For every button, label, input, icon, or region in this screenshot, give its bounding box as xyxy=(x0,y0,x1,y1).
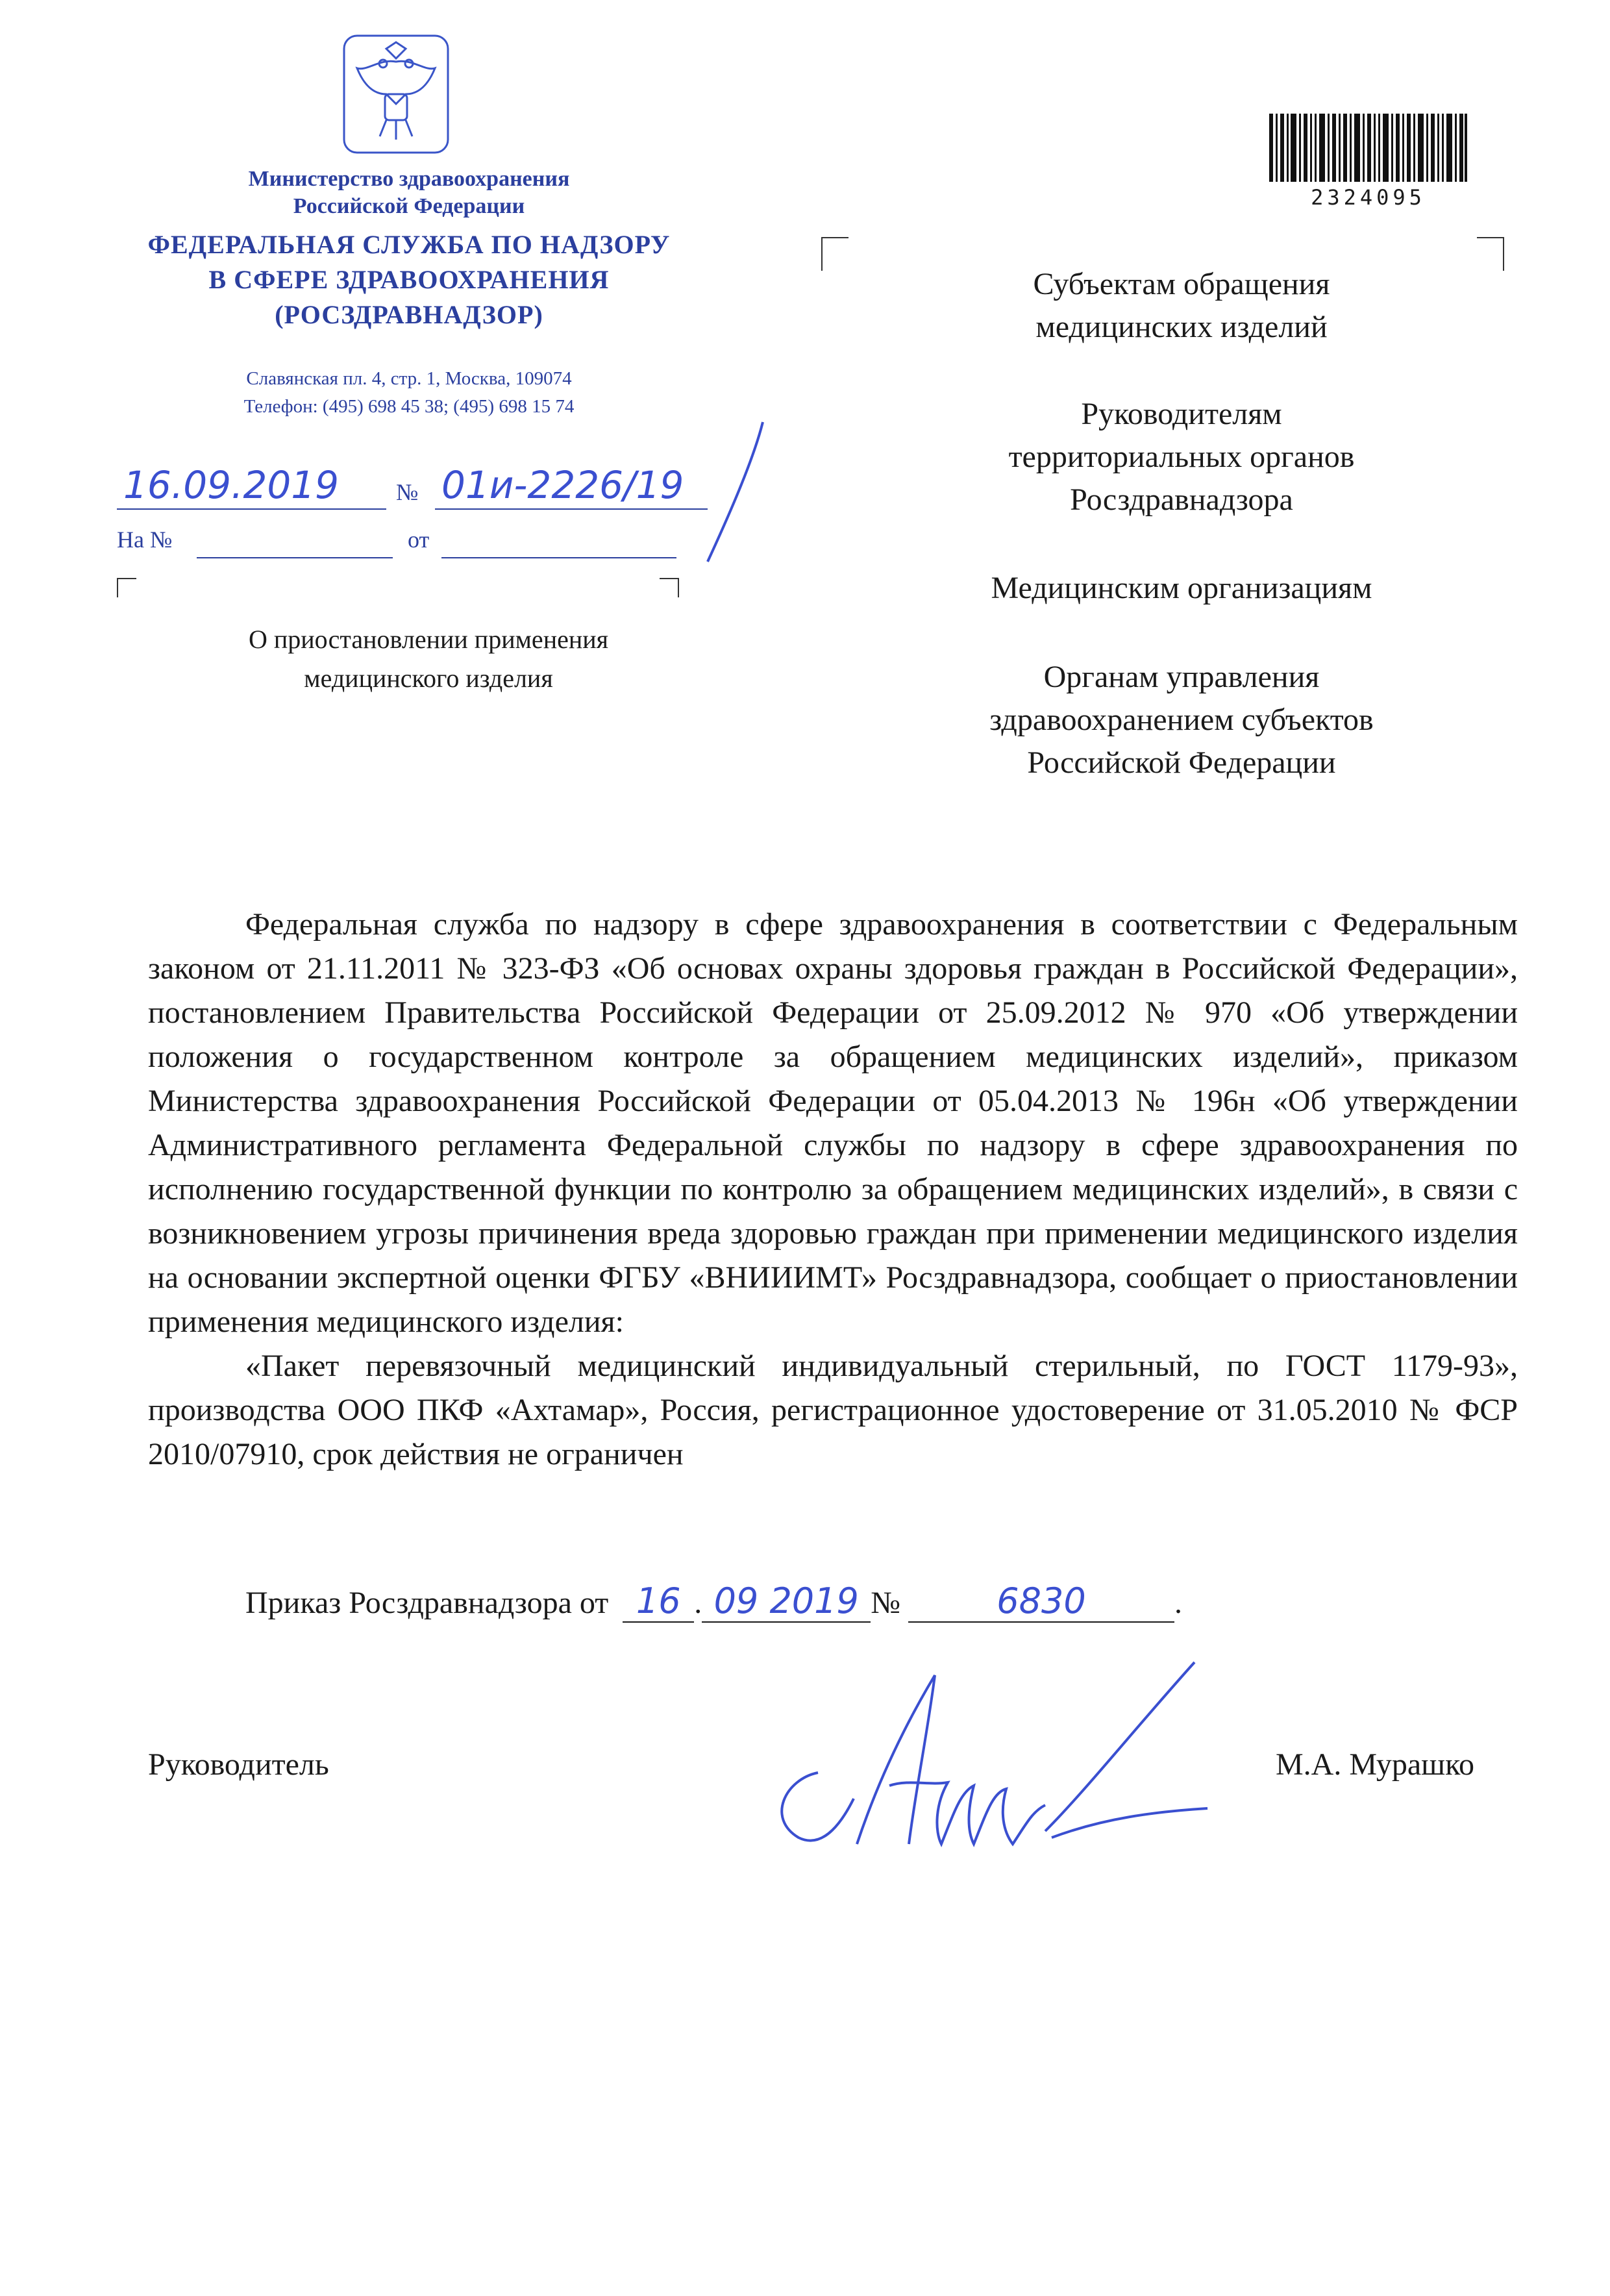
addressee-line: территориальных органов xyxy=(1008,440,1355,474)
addressee-line: Российской Федерации xyxy=(1027,745,1336,780)
phone-line: Телефон: (495) 698 45 38; (495) 698 15 74 xyxy=(243,396,575,417)
address-line: Славянская пл. 4, стр. 1, Москва, 109074 xyxy=(246,368,572,389)
reply-number-blank xyxy=(197,557,393,558)
number-sign: № xyxy=(396,479,419,505)
order-day: 16 xyxy=(623,1580,694,1623)
addressee-line: Руководителям xyxy=(1081,397,1282,431)
addressee-block-2 xyxy=(896,393,1467,521)
signatory-role: Руководитель xyxy=(148,1747,329,1782)
ministry-line-2: Российской Федерации xyxy=(293,194,525,218)
reply-date-blank xyxy=(441,557,676,558)
coat-of-arms-emblem xyxy=(341,32,451,156)
barcode-number: 2324095 xyxy=(1311,185,1426,210)
signatory-name: М.А. Мурашко xyxy=(1276,1747,1474,1782)
ministry-name xyxy=(117,166,701,220)
addressee-corner-right xyxy=(1477,237,1504,271)
body-paragraph-1: Федеральная служба по надзору в сфере здравоохранения в соответствии с Федеральным законом от 21.11.2011 № 323-ФЗ «Об основах охраны здоровья граждан в Российской Федерации», постановлением Правительства Российской Федерации от 25.09.2012 № 970 «Об утверждении положения о государственном контроле за обращением медицинских изделий», приказом Министерства здравоохранения Российской Федерации от 05.04.2013 № 196н «Об утверждении Административного регламента Федеральной службы по надзору в сфере здравоохранения по исполнению государственной функции по контролю за обращением медицинских изделий», в связи с возникновением угрозы причинения вреда здоровью граждан при применении медицинского изделия на основании экспертной оценки ФГБУ «ВНИИИМТ» Росздравнадзора, сообщает о приостановлении применения медицинского изделия: xyxy=(148,907,1518,1339)
addressee-line: Росздравнадзора xyxy=(1070,482,1293,517)
addressee-block-4 xyxy=(896,656,1467,784)
order-line: Приказ Росздравнадзора от 16 . 09 2019 № 6830 . xyxy=(245,1580,1183,1621)
registration-slash-mark xyxy=(701,416,773,565)
ministry-line-1: Министерство здравоохранения xyxy=(248,167,570,191)
subject-line-1: О приостановлении применения xyxy=(248,625,609,654)
addressee-line: Органам управления xyxy=(1043,660,1320,694)
handwritten-signature xyxy=(740,1649,1233,1870)
registration-date: 16.09.2019 xyxy=(123,463,340,507)
addressee-corner-left xyxy=(821,237,848,271)
service-line-1: ФЕДЕРАЛЬНАЯ СЛУЖБА ПО НАДЗОРУ xyxy=(147,230,671,259)
addressee-block-3 xyxy=(896,567,1467,610)
reply-label: На № xyxy=(117,527,173,553)
barcode xyxy=(1269,114,1467,182)
subject-line-2: медицинского изделия xyxy=(304,664,553,693)
order-month-year: 09 2019 xyxy=(702,1580,871,1623)
order-number-sign: № xyxy=(871,1586,901,1620)
addressee-block-1 xyxy=(896,263,1467,349)
body-paragraph-2: «Пакет перевязочный медицинский индивидуальный стерильный, по ГОСТ 1179-93», производства ООО ПКФ «Ахтамар», Россия, регистрационное удостоверение от 31.05.2010 № ФСР 2010/07910, срок действия не ограничен xyxy=(148,1349,1518,1471)
service-line-3: (РОСЗДРАВНАДЗОР) xyxy=(275,300,543,329)
subject-corner-right xyxy=(660,578,679,597)
addressee-line: здравоохранением субъектов xyxy=(989,703,1374,737)
subject-heading xyxy=(130,620,727,698)
order-number: 6830 xyxy=(908,1580,1174,1623)
service-name xyxy=(91,227,727,332)
registration-number: 01и-2226/19 xyxy=(441,463,684,507)
addressee-line: Медицинским организациям xyxy=(991,571,1372,605)
service-line-2: В СФЕРЕ ЗДРАВООХРАНЕНИЯ xyxy=(208,265,610,294)
reply-line xyxy=(117,526,172,553)
order-suffix: . xyxy=(1174,1586,1183,1620)
letter-body xyxy=(148,903,1518,1477)
order-prefix: Приказ Росздравнадзора от xyxy=(245,1586,609,1620)
addressee-line: медицинских изделий xyxy=(1035,310,1328,344)
subject-corner-left xyxy=(117,578,136,597)
service-address xyxy=(117,365,701,421)
from-label: от xyxy=(408,527,430,553)
addressee-line: Субъектам обращения xyxy=(1033,267,1330,301)
